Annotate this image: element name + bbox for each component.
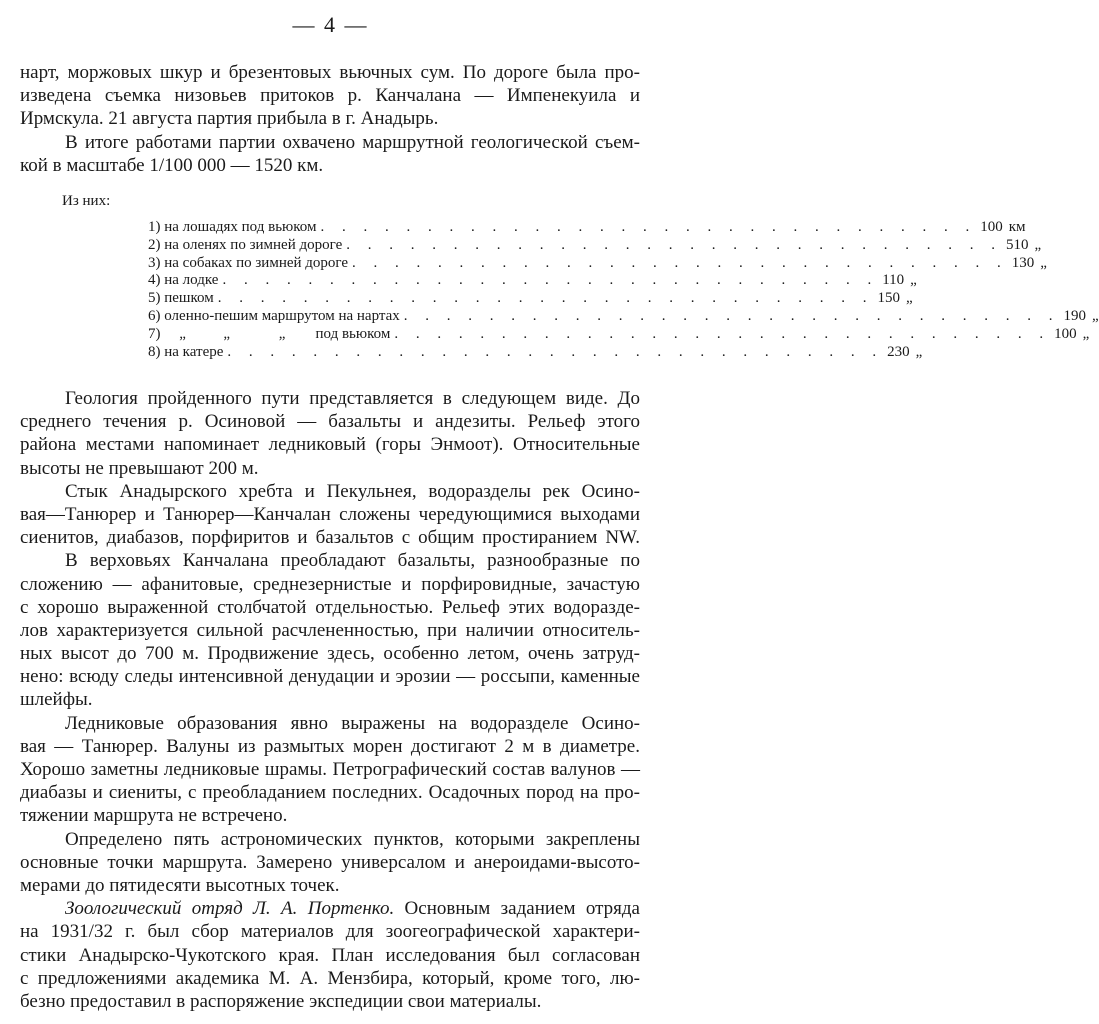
line-text: Геология пройденного пути представляется в следующем виде. До: [65, 388, 640, 409]
text-line: [20, 154, 640, 177]
text-line: [20, 688, 640, 711]
item-label: 5) пешком: [148, 290, 214, 307]
list-item: [148, 343, 923, 362]
item-unit: „: [915, 343, 923, 360]
line-text: шлейфы.: [20, 689, 93, 711]
text-line: [20, 735, 640, 758]
text-line: [20, 828, 640, 851]
item-value: 230: [887, 343, 910, 360]
line-text: основные точки маршрута. Замерено универсалом и анероидами-высото-: [20, 851, 640, 873]
text-line: [20, 84, 640, 107]
dot-leader: . . . . . . . . . . . . . . . . . . . . . . . . . . . . . . .: [394, 325, 1051, 342]
item-value: 190: [1063, 307, 1087, 324]
list-item: [148, 307, 1099, 326]
text-line: [20, 874, 640, 897]
line-text: безно предоставил в распоряжение экспедиции свои материалы.: [20, 990, 542, 1012]
line-text: кой в масштабе 1/100 000 — 1520 км.: [20, 154, 324, 176]
line-text: Основным заданием отряда: [394, 898, 640, 920]
list-item: [148, 272, 917, 290]
text-line: [20, 107, 640, 130]
text-line: [20, 781, 640, 804]
body-paragraphs: [20, 387, 640, 1013]
text-line: [20, 410, 640, 433]
item-unit: „: [1034, 236, 1042, 253]
item-label: 8) на катере: [148, 343, 224, 360]
dot-leader: . . . . . . . . . . . . . . . . . . . . . . . . . . . . . . .: [346, 236, 1002, 253]
line-text: тяжении маршрута не встречено.: [20, 805, 288, 827]
line-text: нарт, моржовых шкур и брезентовых вьючных сум. По дороге была про-: [20, 62, 640, 83]
line-text: района местами напоминает ледниковый (горы Энмоот). Относительные: [20, 434, 640, 456]
dot-leader: . . . . . . . . . . . . . . . . . . . . . . . . . . . . . . .: [217, 290, 874, 307]
line-text: Ирмскула. 21 августа партия прибыла в г. Анадырь.: [20, 108, 439, 130]
line-text: с предложениями академика М. А. Мензбира, который, кроме того, лю-: [20, 967, 640, 989]
item-label: 6) оленно-пешим маршрутом на нартах: [148, 307, 400, 324]
text-line: [20, 619, 640, 642]
text-line: [20, 944, 640, 967]
text-line: [20, 573, 640, 596]
line-text: сиенитов, диабазов, порфиритов и базальтов с общим простиранием NW.: [20, 527, 640, 549]
dot-leader: . . . . . . . . . . . . . . . . . . . . . . . . . . . . . . .: [352, 254, 1008, 271]
line-text: ных высот до 700 м. Продвижение здесь, особенно летом, очень затруд-: [20, 643, 640, 665]
text-line: [20, 665, 640, 688]
list-item: [148, 236, 1042, 255]
intro-paragraphs: [20, 61, 640, 177]
dot-leader: . . . . . . . . . . . . . . . . . . . . . . . . . . . . . . .: [403, 307, 1060, 324]
line-text: лов характеризуется сильной расчлененностью, при наличии относитель-: [20, 619, 640, 641]
text-line: [20, 758, 640, 781]
dot-leader: . . . . . . . . . . . . . . . . . . . . . . . . . . . . . . .: [222, 272, 879, 289]
list-item: [148, 290, 913, 308]
text-line: [20, 387, 640, 410]
item-label: 1) на лошадях под вьюком: [148, 219, 317, 235]
text-line: [20, 642, 640, 665]
text-line: [20, 433, 640, 456]
section-lead: Зоологический отряд Л. А. Портенко.: [65, 898, 395, 920]
line-text: высоты не превышают 200 м.: [20, 457, 259, 479]
item-label: 2) на оленях по зимней дороге: [148, 236, 343, 253]
item-label: 3) на собаках по зимней дороге: [148, 254, 349, 271]
item-value: 110: [882, 272, 905, 289]
text-line: [20, 131, 640, 154]
line-text: изведена съемка низовьев притоков р. Канчалана — Импенекуила и: [20, 85, 640, 107]
line-text: на 1931/32 г. был сбор материалов для зоогеографической характери-: [20, 921, 640, 943]
line-text: с хорошо выраженной столбчатой отдельностью. Рельеф этих водоразде-: [20, 596, 640, 618]
dot-leader: . . . . . . . . . . . . . . . . . . . . . . . . . . . . . . .: [227, 343, 884, 360]
item-unit: „: [905, 290, 913, 307]
line-text: В итоге работами партии охвачено маршрутной геологической съем-: [65, 131, 640, 153]
text-line: [20, 851, 640, 874]
item-value: 100: [1054, 325, 1077, 342]
list-item: [148, 325, 1090, 344]
text-line: [20, 897, 640, 920]
line-text: стики Анадырско-Чукотского края. План исследования был согласован: [20, 944, 640, 966]
item-value: 150: [877, 290, 900, 307]
text-line: [20, 712, 640, 735]
text-line: [20, 549, 640, 572]
page-number: — 4 —: [292, 12, 369, 37]
item-value: 100: [980, 219, 1003, 235]
text-line: [20, 480, 640, 503]
text-line: [20, 503, 640, 526]
text-line: [20, 920, 640, 943]
item-value: 130: [1011, 254, 1035, 271]
text-line: [20, 967, 640, 990]
line-text: среднего течения р. Осиновой — базальты и андезиты. Рельеф этого: [20, 411, 640, 433]
text-line: [20, 526, 640, 549]
text-line: [20, 61, 640, 84]
item-label: 4) на лодке: [148, 272, 219, 289]
list-intro: Из них:: [62, 193, 111, 209]
line-text: нено: всюду следы интенсивной денудации и эрозии — россыпи, каменные: [20, 666, 640, 688]
item-unit: „: [1040, 254, 1047, 271]
line-text: вая — Танюрер. Валуны из размытых морен достигают 2 м в диаметре.: [20, 735, 640, 757]
item-unit: „: [1082, 325, 1090, 342]
line-text: Определено пять астрономических пунктов, которыми закреплены: [65, 828, 640, 850]
item-label: 7) „ „ „ под вьюком: [148, 325, 391, 342]
dot-leader: . . . . . . . . . . . . . . . . . . . . . . . . . . . . . . .: [320, 219, 977, 235]
line-text: мерами до пятидесяти высотных точек.: [20, 874, 340, 896]
text-line: [20, 596, 640, 619]
line-text: В верховьях Канчалана преобладают базальты, разнообразные по: [65, 550, 640, 572]
item-unit: „: [1092, 307, 1099, 324]
text-line: [20, 457, 640, 480]
line-text: вая—Танюрер и Танюрер—Канчалан сложены чередующимися выходами: [20, 503, 640, 525]
item-value: 510: [1005, 236, 1029, 253]
text-line: [20, 990, 640, 1013]
item-unit: „: [910, 272, 917, 289]
route-distance-list: [148, 219, 1099, 361]
line-text: Хорошо заметны ледниковые шрамы. Петрографический состав валунов —: [20, 759, 640, 780]
item-unit: км: [1008, 219, 1026, 235]
line-text: диабазы и сиениты, с преобладанием последних. Осадочных пород на про-: [20, 782, 640, 804]
list-item: [148, 254, 1047, 273]
list-item: [148, 219, 1026, 237]
text-line: [20, 804, 640, 827]
line-text: Ледниковые образования явно выражены на водоразделе Осино-: [65, 712, 640, 734]
line-text: сложению — афанитовые, среднезернистые и порфировидные, зачастую: [20, 573, 640, 595]
line-text: Стык Анадырского хребта и Пекульнея, водоразделы рек Осино-: [65, 480, 640, 502]
